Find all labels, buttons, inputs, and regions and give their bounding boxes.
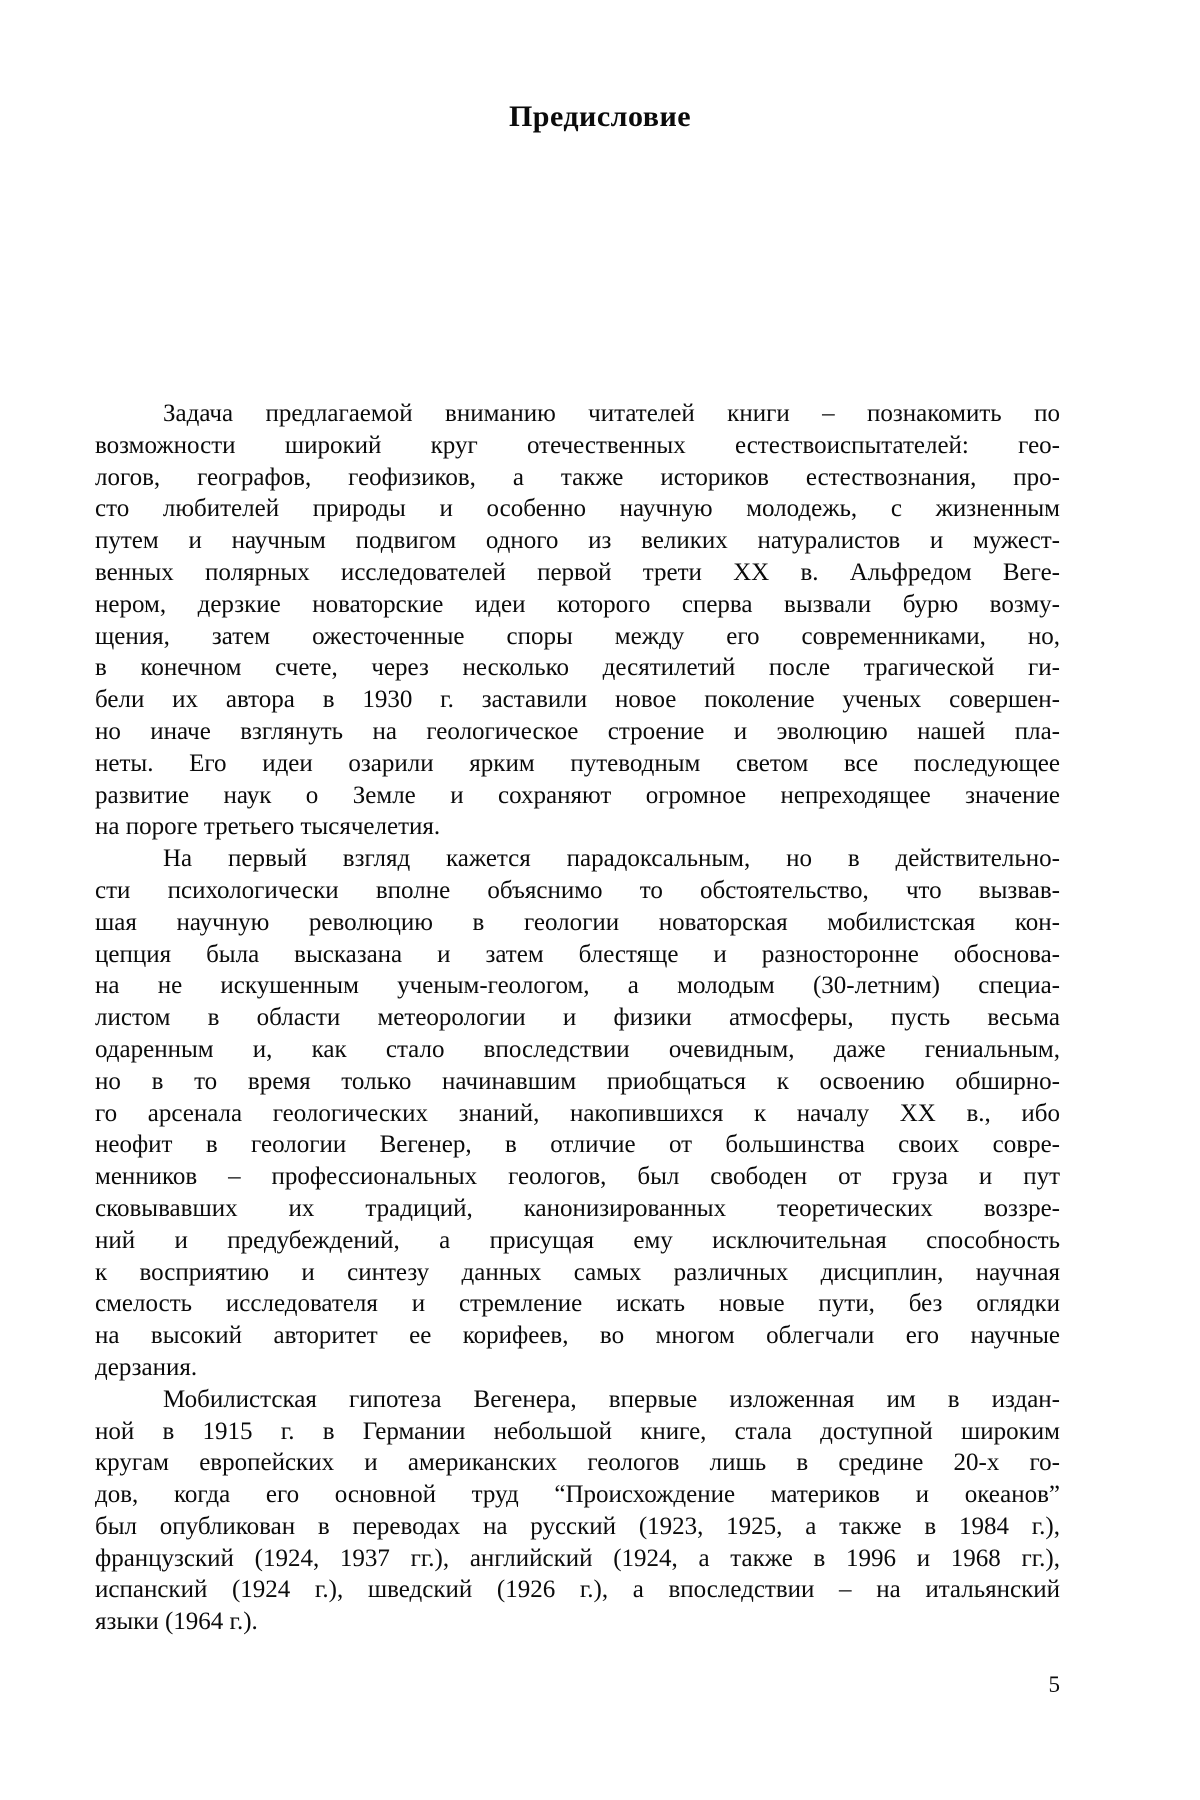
text-line-p1-8: щения, затем ожесточенные споры между его современниками, но, [95,622,1060,650]
text-line-p3-2: ной в 1915 г. в Германии небольшой книге, стала доступной широким [95,1417,1060,1445]
text-line-p1-7: нером, дерзкие новаторские идеи которого сперва вызвали бурю возму- [95,590,1060,618]
text-line-p2-6: листом в области метеорологии и физики атмосферы, пусть весьма [95,1004,1060,1032]
text-line-p1-2: возможности широкий круг отечественных естествоиспытателей: гео- [95,431,1060,459]
text-line-p3-7: испанский (1924 г.), шведский (1926 г.), а впоследствии – на итальянский [95,1576,1060,1604]
text-line-p2-12: сковывавших их традиций, канонизированных теоретических воззре- [95,1194,1060,1222]
text-line-p2-13: ний и предубеждений, а присущая ему исключительная способность [95,1226,1060,1254]
text-line-p2-1: На первый взгляд кажется парадоксальным, но в действительно- [163,845,1060,873]
text-line-p1-12: неты. Его идеи озарили ярким путеводным светом все последующее [95,749,1060,777]
text-line-p2-5: на не искушенным ученым-геологом, а молодым (30-летним) специа- [95,972,1060,1000]
text-line-p1-9: в конечном счете, через несколько десятилетий после трагической ги- [95,654,1060,682]
text-line-p3-4: дов, когда его основной труд “Происхождение материков и океанов” [95,1481,1060,1509]
text-line-p2-2: сти психологически вполне объяснимо то обстоятельство, что вызвав- [95,876,1060,904]
text-line-p3-3: кругам европейских и американских геологов лишь в средине 20-х го- [95,1449,1060,1477]
page-number: 5 [1048,1672,1060,1697]
text-line-p3-6: французский (1924, 1937 гг.), английский (1924, а также в 1996 и 1968 гг.), [95,1544,1060,1572]
text-line-p1-5: путем и научным подвигом одного из великих натуралистов и мужест- [95,527,1060,555]
text-line-p3-1: Мобилистская гипотеза Вегенера, впервые изложенная им в издан- [163,1385,1060,1413]
text-line-p3-5: был опубликован в переводах на русский (1923, 1925, а также в 1984 г.), [95,1512,1060,1540]
body-text [95,398,1060,1638]
text-line-p1-13: развитие наук о Земле и сохраняют огромное непреходящее значение [95,781,1060,809]
text-line-p2-4: цепция была высказана и затем блестяще и разносторонне обоснова- [95,940,1060,968]
text-line-p1-14: на пороге третьего тысячелетия. [95,813,441,841]
text-line-p2-10: неофит в геологии Вегенер, в отличие от большинства своих совре- [95,1131,1060,1159]
text-line-p1-4: сто любителей природы и особенно научную молодежь, с жизненным [95,495,1060,523]
text-line-p2-7: одаренным и, как стало впоследствии очевидным, даже гениальным, [95,1035,1060,1063]
text-line-p2-9: го арсенала геологических знаний, накопившихся к началу XX в., ибо [95,1099,1060,1127]
text-line-p2-14: к восприятию и синтезу данных самых различных дисциплин, научная [95,1258,1060,1286]
page-title: Предисловие [508,100,692,133]
text-line-p2-3: шая научную революцию в геологии новаторская мобилистская кон- [95,908,1060,936]
text-line-p1-3: логов, географов, геофизиков, а также историков естествознания, про- [95,463,1060,491]
text-line-p2-17: дерзания. [95,1353,198,1381]
text-line-p1-11: но иначе взглянуть на геологическое строение и эволюцию нашей пла- [95,717,1060,745]
text-line-p1-10: бели их автора в 1930 г. заставили новое поколение ученых совершен- [95,686,1060,714]
text-line-p1-1: Задача предлагаемой вниманию читателей книги – познакомить по [163,400,1060,427]
text-line-p2-11: менников – профессиональных геологов, был свободен от груза и пут [95,1163,1060,1191]
text-line-p3-8: языки (1964 г.). [95,1608,258,1636]
text-line-p2-8: но в то время только начинавшим приобщаться к освоению обширно- [95,1067,1060,1095]
text-line-p1-6: венных полярных исследователей первой трети XX в. Альфредом Веге- [95,558,1060,586]
text-line-p2-15: смелость исследователя и стремление искать новые пути, без оглядки [95,1290,1060,1318]
text-line-p2-16: на высокий авторитет ее корифеев, во многом облегчали его научные [95,1322,1060,1350]
